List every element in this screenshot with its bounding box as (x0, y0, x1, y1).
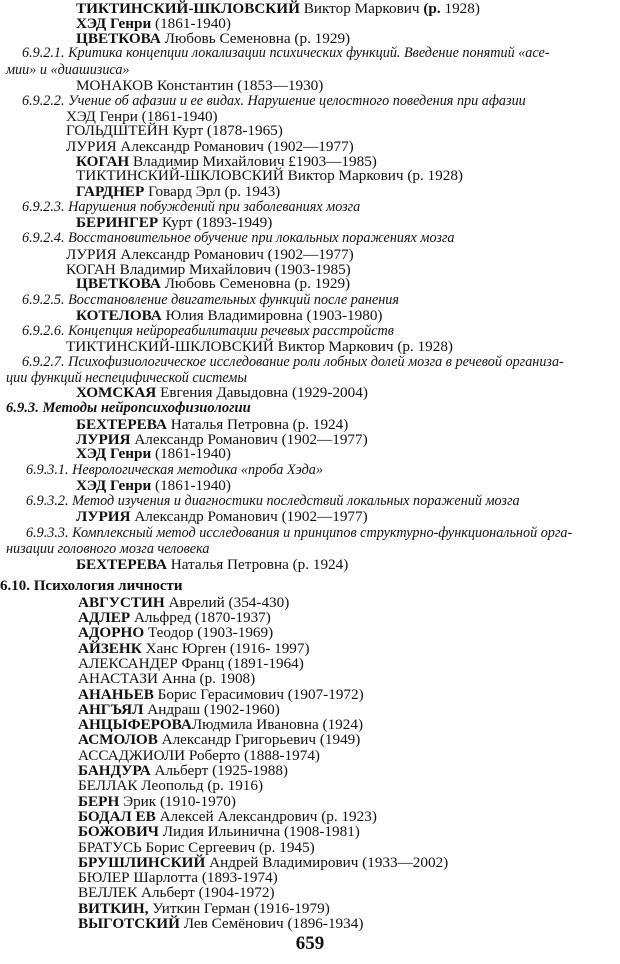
person-name: ЛУРИЯ (76, 431, 131, 448)
line-text: БЮЛЕР Шарлотта (1893-1974) (78, 869, 278, 886)
text-line (76, 183, 280, 200)
line-text: ГОЛЬДШТЕЙН Курт (1878-1965) (66, 122, 283, 139)
line-text: ВЕЛЛЕК Альберт (1904-1972) (78, 884, 275, 901)
person-name: АВГУСТИН (78, 594, 165, 611)
person-name: АСМОЛОВ (78, 731, 158, 748)
person-name: АНАНЬЕВ (78, 686, 154, 703)
line-text: Александр Григорьевич (1949) (157, 731, 361, 748)
line-text: Говард Эрл (р. 1943) (144, 183, 281, 200)
line-text: (1861-1940) (151, 445, 231, 462)
person-name: КОТЕЛОВА (76, 307, 162, 324)
text-line (78, 777, 263, 794)
line-text: 6.9.2.3. Нарушения побуждений при заболеваниях мозга (22, 199, 361, 215)
person-name: БОЖОВИЧ (78, 823, 159, 840)
text-line (76, 384, 368, 401)
line-text: Курт (1893-1949) (158, 214, 273, 231)
line-text: Владимир Михайлович £1903—1985) (129, 153, 377, 170)
line-text: ции функций неспецифической системы (6, 370, 247, 386)
line-text: 6.9.2.6. Концепция нейрореабилитации речевых расстройств (22, 323, 394, 339)
person-name: БРУШЛИНСКИЙ (78, 854, 206, 871)
line-text: БРАТУСЬ Борис Сергеевич (р. 1945) (78, 839, 315, 856)
line-text: АССАДЖИОЛИ Роберто (1888-1974) (78, 747, 320, 764)
line-text: 6.10. Психология личности (0, 578, 183, 594)
text-line (78, 915, 363, 932)
person-name: БЕРН (78, 793, 120, 810)
person-name: ЦВЕТКОВА (76, 30, 161, 47)
line-text: Аврелий (354-430) (164, 594, 290, 611)
person-name: АЙЗЕНК (78, 640, 142, 657)
line-text: 6.9.2.5. Восстановление двигательных функций после ранения (22, 292, 399, 308)
person-name: КОГАН (76, 153, 130, 170)
line-text: ТИКТИНСКИЙ-ШКЛОВСКИЙ Виктор Маркович (р. 1928) (66, 338, 453, 355)
person-name: ВИТКИН, (78, 900, 149, 917)
line-text: 6.9.2.2. Учение об афазии и ее видах. Нарушение целостного поведения при афазии (22, 93, 526, 109)
line-text: Виктор Маркович (299, 0, 424, 17)
line-text: Андраш (1902-1960) (143, 701, 280, 718)
person-name: ХЭД Генри (76, 15, 152, 32)
line-text: ЛУРИЯ Александр Романович (1902—1977) (66, 138, 354, 155)
line-text: Наталья Петровна (р. 1924) (166, 556, 349, 573)
text-line (76, 445, 231, 462)
text-line (22, 230, 455, 247)
line-text: (1861-1940) (151, 477, 231, 494)
person-name: БЕРИНГЕР (76, 214, 159, 231)
text-line (78, 823, 360, 840)
line-text: Лидия Ильинична (1908-1981) (158, 823, 360, 840)
line-text: Лев Семёнович (1896-1934) (179, 915, 364, 932)
line-text: 6.9.2.7. Психофизиологическое исследование роли лобных долей мозга в речевой организа- (22, 354, 564, 370)
text-line (76, 77, 323, 94)
text-line (76, 275, 350, 292)
person-name: БЕХТЕРЕВА (76, 416, 167, 433)
line-text: ХЭД Генри (1861-1940) (66, 108, 218, 125)
line-text: 1928) (440, 0, 480, 17)
text-line (76, 477, 231, 494)
person-name: АДОРНО (78, 624, 145, 641)
person-name: БАНДУРА (78, 762, 151, 779)
line-text: мии» и «диашизиса» (6, 62, 130, 78)
person-name: ХОМСКАЯ (76, 384, 157, 401)
line-text: МОНАКОВ Константин (1853—1930) (76, 77, 324, 94)
line-text: 6.9.3. Методы нейропсихофизиологии (6, 400, 251, 416)
line-text: Евгения Давыдовна (1929-2004) (156, 384, 368, 401)
bold-fragment: (р. (423, 0, 441, 17)
line-text: Андрей Владимирович (1933—2002) (205, 854, 449, 871)
text-line (22, 45, 550, 62)
person-name: БЕХТЕРЕВА (76, 556, 167, 573)
text-line (78, 731, 360, 748)
person-name: БОДАЛ ЕВ (78, 808, 156, 825)
line-text: низации головного мозга человека (6, 541, 210, 557)
line-text: 6.9.3.3. Комплексный метод исследования и принципов структурно-функциональной орга- (26, 525, 573, 541)
person-name: АДЛЕР (78, 609, 131, 626)
person-name: ЛУРИЯ (76, 508, 131, 525)
person-name: ВЫГОТСКИЙ (78, 915, 180, 932)
text-line (26, 525, 572, 542)
person-name: ХЭД Генри (76, 445, 152, 462)
line-text: Александр Романович (1902—1977) (130, 508, 368, 525)
line-text: АНАСТАЗИ Анна (р. 1908) (78, 670, 256, 687)
line-text: Наталья Петровна (р. 1924) (166, 416, 349, 433)
line-text: Теодор (1903-1969) (144, 624, 274, 641)
line-text: (1861-1940) (151, 15, 231, 32)
line-text: Уиткин Герман (1916-1979) (148, 900, 330, 917)
line-text: ТИКТИНСКИЙ-ШКЛОВСКИЙ Виктор Маркович (р. 1928) (76, 167, 463, 184)
line-text: 6.9.2.4. Восстановительное обучение при локальных поражениях мозга (22, 230, 455, 246)
line-text: ЛУРИЯ Александр Романович (1902—1977) (66, 246, 354, 263)
line-text: Ханс Юрген (1916- 1997) (141, 640, 310, 657)
text-line (0, 578, 183, 595)
line-text: Альфред (1870-1937) (130, 609, 271, 626)
text-line (76, 508, 368, 525)
line-text: Людмила Ивановна (1924) (191, 716, 364, 733)
text-line (6, 400, 251, 417)
line-text: АЛЕКСАНДЕР Франц (1891-1964) (78, 655, 304, 672)
text-line (66, 338, 453, 355)
text-line (76, 556, 348, 573)
person-name: ХЭД Генри (76, 477, 152, 494)
person-name: ГАРДНЕР (76, 183, 145, 200)
line-text: 6.9.3.2. Метод изучения и диагностики последствий локальных поражений мозга (26, 493, 520, 509)
line-text: Любовь Семеновна (р. 1929) (160, 275, 351, 292)
text-line (76, 167, 463, 184)
line-text: Юлия Владимировна (1903-1980) (161, 307, 383, 324)
line-text: Любовь Семеновна (р. 1929) (160, 30, 351, 47)
person-name: ТИКТИНСКИЙ-ШКЛОВСКИЙ (76, 0, 300, 17)
line-text: Борис Герасимович (1907-1972) (153, 686, 364, 703)
line-text: 6.9.2.1. Критика концепции локализации психических функций. Введение понятий «асе- (22, 45, 550, 61)
line-text: Алексей Александрович (р. 1923) (155, 808, 377, 825)
text-line (66, 122, 283, 139)
person-name: АНГЪЯЛ (78, 701, 144, 718)
page-number: 659 (295, 933, 325, 954)
text-line (76, 214, 272, 231)
line-text: Эрик (1910-1970) (119, 793, 236, 810)
line-text: 6.9.3.1. Неврологическая методика «проба Хэда» (26, 462, 323, 478)
text-line (78, 670, 255, 687)
person-name: ЦВЕТКОВА (76, 275, 161, 292)
text-line (78, 624, 273, 641)
text-line (78, 884, 275, 901)
line-text: Альберт (1925-1988) (150, 762, 288, 779)
person-name: АНЦЫФЕРОВА (78, 716, 192, 733)
line-text: Александр Романович (1902—1977) (130, 431, 368, 448)
text-line (22, 354, 564, 371)
line-text: КОГАН Владимир Михайлович (1903-1985) (66, 261, 351, 278)
line-text: БЕЛЛАК Леопольд (р. 1916) (78, 777, 264, 794)
text-line (76, 307, 382, 324)
